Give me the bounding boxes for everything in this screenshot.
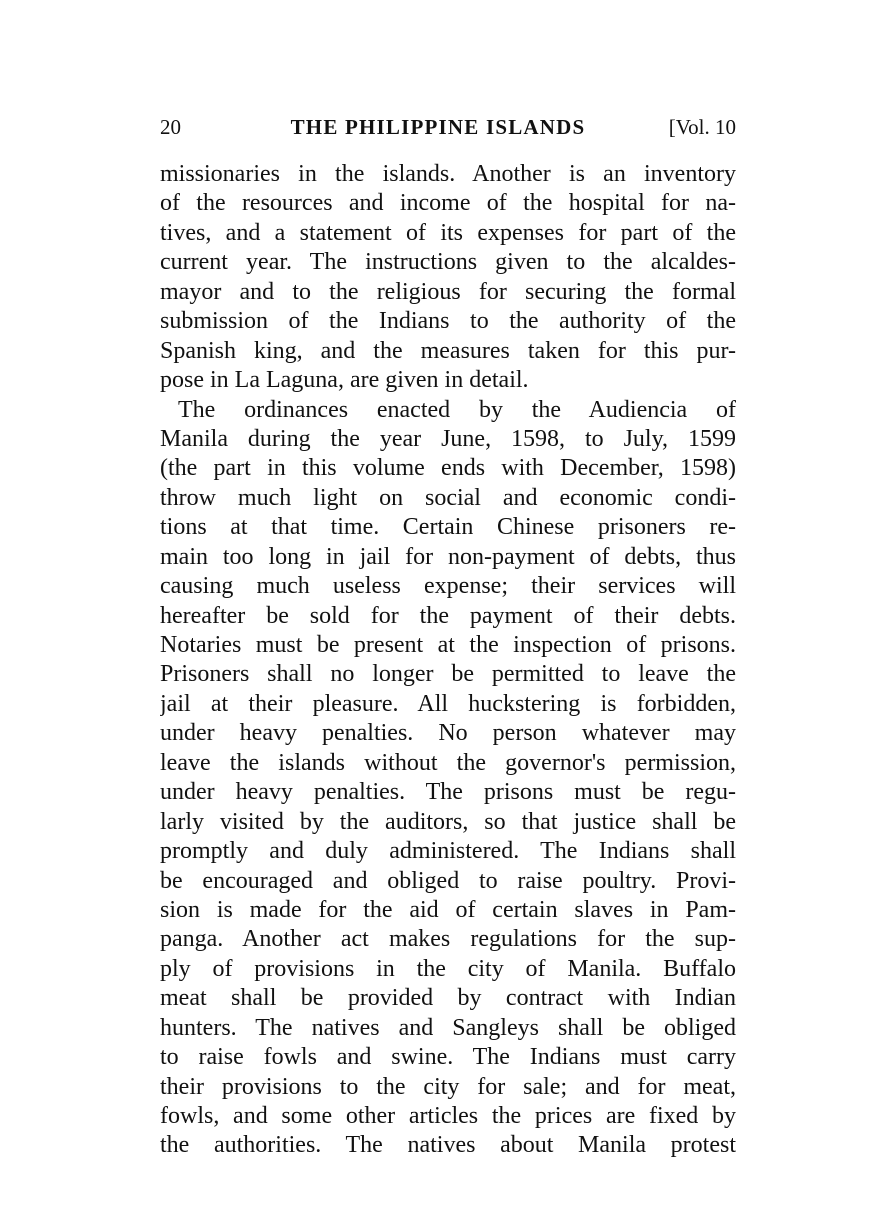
text-line: be encouraged and obliged to raise poultry. Provi- bbox=[160, 867, 736, 894]
text-line: pose in La Laguna, are given in detail. bbox=[160, 367, 529, 394]
text-line: fowls, and some other articles the prices are fixed by bbox=[160, 1103, 736, 1129]
text-line: (the part in this volume ends with December, 1598) bbox=[160, 455, 736, 482]
text-line: Manila during the year June, 1598, to July, 1599 bbox=[160, 425, 736, 452]
volume-label: [Vol. 10 bbox=[668, 115, 736, 139]
text-line: of the resources and income of the hospital for na- bbox=[160, 190, 736, 217]
text-line: mayor and to the religious for securing the formal bbox=[160, 278, 736, 305]
text-line: their provisions to the city for sale; and for meat, bbox=[160, 1073, 736, 1100]
text-line: main too long in jail for non-payment of debts, thus bbox=[160, 543, 736, 570]
text-line: meat shall be provided by contract with Indian bbox=[160, 985, 736, 1012]
text-line: The ordinances enacted by the Audiencia of bbox=[178, 396, 736, 423]
text-line: current year. The instructions given to the alcaldes- bbox=[160, 249, 736, 276]
paragraph-2 bbox=[160, 396, 736, 1161]
text-line: the authorities. The natives about Manila protest bbox=[160, 1132, 736, 1159]
text-line: sion is made for the aid of certain slaves in Pam- bbox=[160, 896, 736, 923]
running-title: THE PHILIPPINE ISLANDS bbox=[290, 115, 586, 139]
text-line: larly visited by the auditors, so that justice shall be bbox=[160, 808, 736, 835]
running-header bbox=[160, 112, 736, 142]
text-line: ply of provisions in the city of Manila. Buffalo bbox=[160, 955, 736, 982]
text-line: submission of the Indians to the authority of the bbox=[160, 308, 736, 335]
text-line: hereafter be sold for the payment of their debts. bbox=[160, 602, 736, 629]
text-line: Notaries must be present at the inspection of prisons. bbox=[160, 632, 736, 658]
body-text bbox=[160, 160, 736, 1161]
text-line: Spanish king, and the measures taken for this pur- bbox=[160, 337, 736, 364]
text-line: missionaries in the islands. Another is an inventory bbox=[160, 161, 736, 187]
text-line: panga. Another act makes regulations for the sup- bbox=[160, 926, 736, 953]
text-line: Prisoners shall no longer be permitted to leave the bbox=[160, 661, 736, 688]
page-number: 20 bbox=[160, 115, 181, 139]
text-line: jail at their pleasure. All huckstering is forbidden, bbox=[160, 690, 736, 717]
text-line: tions at that time. Certain Chinese prisoners re- bbox=[160, 514, 736, 541]
text-line: tives, and a statement of its expenses for part of the bbox=[160, 219, 736, 246]
text-line: hunters. The natives and Sangleys shall be obliged bbox=[160, 1014, 736, 1041]
text-line: to raise fowls and swine. The Indians must carry bbox=[160, 1044, 736, 1071]
text-line: promptly and duly administered. The Indians shall bbox=[160, 838, 736, 865]
text-line: under heavy penalties. The prisons must be regu- bbox=[160, 779, 736, 806]
text-line: causing much useless expense; their services will bbox=[160, 573, 736, 600]
text-line: leave the islands without the governor's permission, bbox=[160, 749, 736, 776]
paragraph-1 bbox=[160, 160, 736, 396]
text-line: throw much light on social and economic condi- bbox=[160, 484, 736, 511]
text-line: under heavy penalties. No person whatever may bbox=[160, 720, 736, 747]
